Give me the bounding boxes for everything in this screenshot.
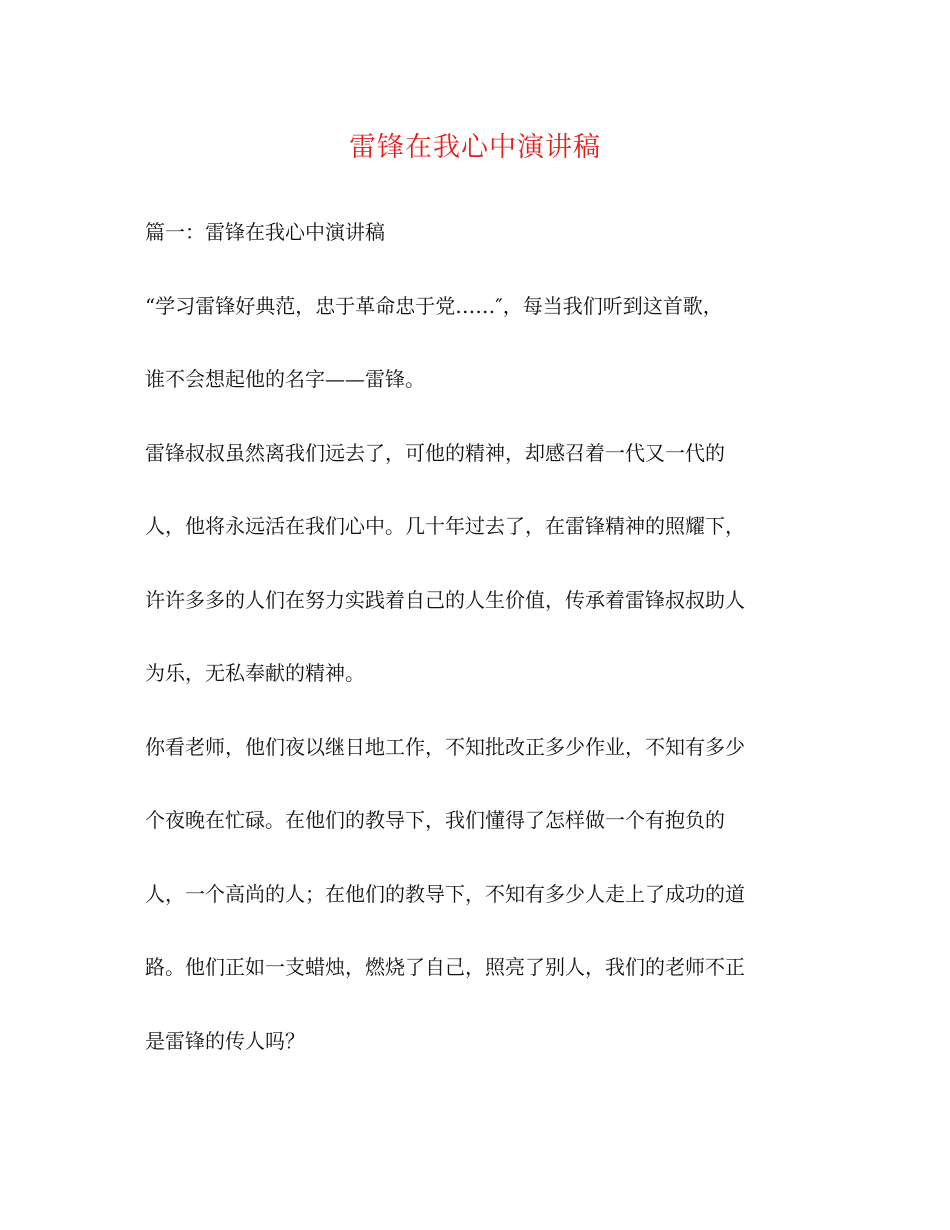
body-line: 路。他们正如一支蜡烛，燃烧了自己，照亮了别人，我们的老师不正 <box>145 955 745 979</box>
body-line: 雷锋叔叔虽然离我们远去了，可他的精神，却感召着一代又一代的 <box>145 440 725 465</box>
body-line: 人，一个高尚的人；在他们的教导下，不知有多少人走上了成功的道 <box>145 881 745 906</box>
section-heading: 篇一：雷锋在我心中演讲稿 <box>145 220 385 244</box>
document-title: 雷锋在我心中演讲稿 <box>349 132 601 163</box>
document-body <box>145 212 805 1094</box>
body-line: 个夜晚在忙碌。在他们的教导下，我们懂得了怎样做一个有抱负的 <box>145 808 725 832</box>
body-line: 你看老师，他们夜以继日地工作，不知批改正多少作业，不知有多少 <box>145 734 745 759</box>
body-line: 是雷锋的传人吗？ <box>145 1028 305 1053</box>
body-line: “学习雷锋好典范，忠于革命忠于党……″，每当我们听到这首歌， <box>145 293 723 318</box>
body-line: 人，他将永远活在我们心中。几十年过去了，在雷锋精神的照耀下， <box>145 514 745 538</box>
body-line: 谁不会想起他的名字——雷锋。 <box>145 367 425 391</box>
body-line: 为乐，无私奉献的精神。 <box>145 661 365 685</box>
body-line: 许许多多的人们在努力实践着自己的人生价值，传承着雷锋叔叔助人 <box>145 587 745 612</box>
